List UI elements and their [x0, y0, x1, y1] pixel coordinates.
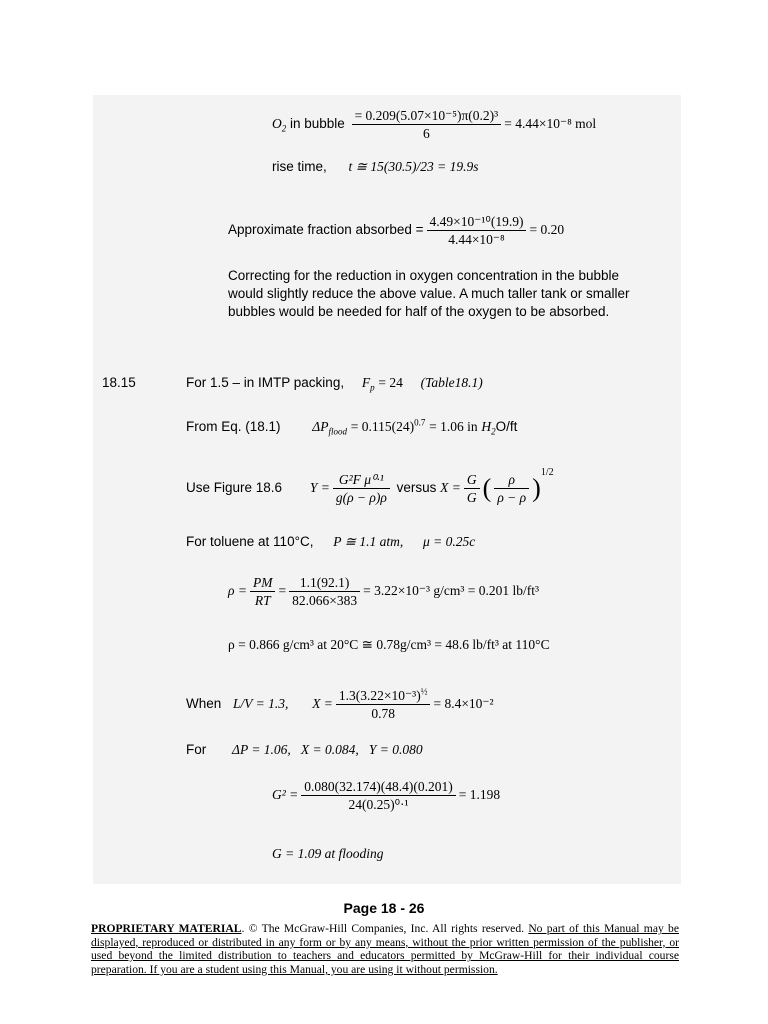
- use-figure-equation: Use Figure 18.6 Y = $\frac{\text{G²F μ⁰·¹}}{g(\rho - \rho)\rho}$ versus X = $\frac{G}{G}$ ( $\frac{\rho}{\rho - \rho}$ )$^{1/2}$: [186, 466, 554, 505]
- y-numerator: G²F μ⁰·¹: [333, 471, 390, 489]
- x-when-lhs: X =: [312, 696, 333, 712]
- notice-copyright: . © The McGraw-Hill Companies, Inc. All rights reserved.: [241, 922, 529, 935]
- x-when-fraction: [336, 687, 431, 722]
- x-inner-fraction: [494, 471, 529, 506]
- delta-p-flood: $\Delta P_{flood}$: [312, 419, 347, 437]
- x-when-denominator: 0.78: [371, 706, 395, 721]
- notice-restrictions: No part of this Manual may be displayed, reproduced or distributed in any form or by any means, without the prior written permission of the publisher, or used beyond the limited distribution to teachers and educators permitted by McGraw-Hill for their individual course preparation. If you are a student using this Manual, you are using it without permission.: [91, 922, 679, 976]
- notice-heading: PROPRIETARY MATERIAL: [91, 922, 242, 935]
- y-fraction: [333, 471, 390, 506]
- rise-time-label: rise time,: [272, 159, 327, 174]
- fraction-absorbed-equation: [228, 213, 564, 248]
- y-lhs: Y =: [309, 480, 330, 496]
- x-lhs: X =: [440, 480, 461, 496]
- rho-y-denominator: 82.066×383: [292, 593, 358, 608]
- versus-label: versus: [396, 480, 437, 496]
- fraction-absorbed-numerator: 4.49×10⁻¹⁰(19.9): [427, 213, 527, 231]
- delta-p-unit: $H_2O/ft$: [481, 419, 518, 437]
- packing-line: [186, 375, 483, 391]
- pressure-value: P ≅ 1.1 atm,: [333, 534, 404, 549]
- gy-flooding-line: [272, 846, 384, 862]
- from-eq-label: From Eq. (18.1): [186, 419, 281, 434]
- table-reference: (Table18.1): [420, 375, 483, 390]
- pm-rt-fraction: [250, 574, 276, 609]
- when-equation: [186, 687, 494, 722]
- x-outer-fraction: [464, 471, 480, 506]
- gy2-denominator: 24(0.25)⁰·¹: [348, 797, 409, 812]
- y-denominator: g(ρ − ρ)ρ: [335, 490, 387, 505]
- rho-x-line: [228, 637, 550, 653]
- x-outer-numerator: G: [464, 471, 480, 489]
- x-inner-denominator: ρ − ρ: [497, 490, 527, 505]
- x-exponent: 1/2: [540, 466, 554, 478]
- o2-result: = 4.44×10⁻⁸ mol: [504, 116, 597, 132]
- o2-denominator: 6: [423, 126, 430, 141]
- x-inner-numerator: ρ: [494, 471, 529, 489]
- gy2-lhs: G² =: [272, 787, 299, 803]
- proprietary-notice: [91, 922, 679, 976]
- fp-value: = 24: [378, 375, 403, 390]
- packing-text: For 1.5 – in IMTP packing,: [186, 375, 345, 390]
- rho-y-lhs: ρ =: [228, 583, 247, 599]
- delta-p-expression: = $0.115(24)^{0.7}$: [350, 417, 426, 434]
- page-number: Page 18 - 26: [343, 900, 425, 916]
- viscosity-value: μ = 0.25c: [422, 534, 476, 549]
- for-expr: ΔP = 1.06, X = 0.084, Y = 0.080: [232, 742, 423, 757]
- rise-time-line: [272, 159, 478, 175]
- gy2-numerator: 0.080(32.174)(48.4)(0.201): [301, 778, 455, 796]
- fraction-absorbed-fraction: [427, 213, 527, 248]
- rho-y-result: = 3.22×10⁻³ g/cm³ = 0.201 lb/ft³: [363, 583, 540, 599]
- pm-numerator: PM: [250, 574, 276, 592]
- toluene-label: For toluene at 110°C,: [186, 534, 314, 549]
- use-figure-label: Use Figure 18.6: [186, 480, 283, 496]
- rho-y-numerator: 1.1(92.1): [289, 574, 360, 592]
- rt-denominator: RT: [254, 593, 271, 608]
- o2-fraction: [352, 107, 502, 142]
- o2-numerator: = 0.209(5.07×10⁻⁵)π(0.2)³: [352, 107, 502, 125]
- o2-symbol: $O_2$: [272, 116, 287, 134]
- rho-x-expr: ρ = 0.866 g/cm³ at 20°C ≅ 0.78g/cm³ = 48.6 lb/ft³ at 110°C: [228, 637, 550, 652]
- gy2-result: = 1.198: [458, 787, 501, 803]
- rise-time-expr: t ≅ 15(30.5)/23 = 19.9s: [348, 159, 479, 174]
- o2-in-bubble-equation: [272, 107, 596, 142]
- x-when-numerator: $1.3(3.22\times 10^{-3})^{\frac{1}{2}}$: [336, 687, 431, 705]
- fraction-absorbed-result: = 0.20: [529, 222, 565, 238]
- o2-label: in bubble: [286, 116, 349, 132]
- x-outer-denominator: G: [466, 490, 477, 505]
- x-when-result: = 8.4×10⁻²: [433, 696, 494, 712]
- rho-y-equation: ρ = $\frac{PM}{RT}$ = $\frac{1.1(92.1)}{82.066\times 383}$ = 3.22×10⁻³ g/cm³ = 0.201 lb/ft³: [228, 575, 540, 608]
- fp-symbol: $F_p$: [361, 375, 375, 393]
- gy-flooding-expr: G = 1.09 at flooding: [272, 846, 384, 861]
- gy2-fraction: [301, 778, 455, 813]
- delta-p-result: = 1.06 in: [429, 419, 478, 434]
- rho-y-numeric-fraction: [289, 574, 360, 609]
- for-line: [186, 742, 423, 758]
- fraction-absorbed-label: Approximate fraction absorbed =: [228, 222, 424, 238]
- fraction-absorbed-denominator: 4.44×10⁻⁸: [448, 232, 505, 247]
- when-label: When: [186, 696, 222, 712]
- problem-number: 18.15: [102, 375, 136, 390]
- for-label: For: [186, 742, 207, 757]
- toluene-line: [186, 534, 475, 550]
- from-eq-line: [186, 419, 517, 435]
- gy2-equation: [272, 778, 500, 813]
- lv-ratio: L/V = 1.3,: [233, 696, 289, 712]
- correction-paragraph: Correcting for the reduction in oxygen concentration in the bubble would slightly reduce the above value. A much taller tank or smaller bubbles would be needed for half of the oxygen to be absorbed.: [228, 268, 630, 319]
